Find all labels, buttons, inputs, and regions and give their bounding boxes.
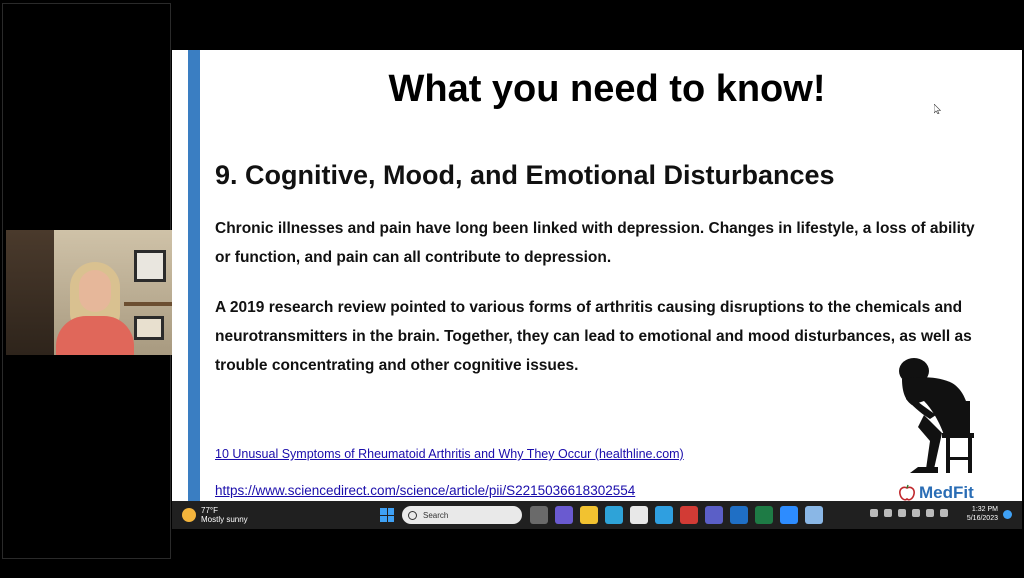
file-explorer-icon[interactable] — [580, 506, 598, 524]
depressed-person-icon — [884, 353, 984, 475]
sun-icon — [182, 508, 196, 522]
network-icon[interactable] — [912, 509, 920, 517]
system-tray — [870, 509, 948, 517]
microphone-icon[interactable] — [898, 509, 906, 517]
apple-logo-icon — [898, 484, 916, 501]
zoom-icon[interactable] — [780, 506, 798, 524]
pinned-apps — [530, 506, 823, 524]
slide-paragraph: Chronic illnesses and pain have long been linked with depression. Changes in lifestyle, a loss of ability or function, and pain can all contribute to depression. — [215, 220, 975, 266]
security-icon[interactable] — [680, 506, 698, 524]
windows-taskbar — [172, 501, 1022, 529]
teams-work-icon[interactable] — [705, 506, 723, 524]
battery-icon[interactable] — [940, 509, 948, 517]
start-button[interactable] — [380, 508, 394, 522]
slide-paragraph: A 2019 research review pointed to various forms of arthritis causing disruptions to the chemicals and neurotransmitters in the brain. Together, they can lead to emotional and mood disturbances, as well as trouble concentrating and other cognitive issues. — [215, 299, 972, 374]
photo-frame — [134, 316, 164, 340]
notification-icon[interactable] — [1003, 510, 1012, 519]
slide-title: What you need to know! — [388, 68, 826, 110]
shelf — [124, 302, 173, 306]
sciencedirect-link[interactable]: https://www.sciencedirect.com/science/article/pii/S2215036618302554 — [215, 483, 636, 498]
taskbar-clock[interactable] — [966, 505, 998, 523]
slide-accent-bar — [188, 50, 200, 501]
mouse-cursor-icon — [934, 104, 941, 114]
excel-icon[interactable] — [755, 506, 773, 524]
weather-description: Mostly sunny — [201, 515, 248, 524]
cloud-icon[interactable] — [884, 509, 892, 517]
webcam-tile — [2, 3, 171, 559]
clock-time: 1:32 PM — [971, 506, 998, 513]
webcam-video — [6, 230, 173, 355]
maps-icon[interactable] — [655, 506, 673, 524]
wall-frame — [134, 250, 166, 282]
presenter-body — [56, 316, 134, 355]
edge-icon[interactable] — [605, 506, 623, 524]
chevron-up-icon[interactable] — [870, 509, 878, 517]
widgets-icon[interactable] — [530, 506, 548, 524]
search-placeholder: Search — [423, 510, 449, 520]
presenter-face — [79, 270, 111, 312]
snowflake-icon[interactable] — [805, 506, 823, 524]
weather-temperature: 77°F — [201, 506, 218, 515]
search-icon — [408, 511, 417, 520]
outlook-icon[interactable] — [730, 506, 748, 524]
clock-date: 5/16/2023 — [966, 515, 998, 522]
store-icon[interactable] — [630, 506, 648, 524]
healthline-link[interactable]: 10 Unusual Symptoms of Rheumatoid Arthritis and Why They Occur (healthline.com) — [215, 447, 684, 461]
stone-wall — [6, 230, 54, 355]
taskbar-search[interactable] — [402, 506, 522, 524]
medfit-logo — [898, 482, 974, 501]
volume-icon[interactable] — [926, 509, 934, 517]
medfit-logo-text: MedFit — [919, 483, 974, 501]
teams-icon[interactable] — [555, 506, 573, 524]
weather-widget[interactable] — [182, 506, 248, 524]
slide-heading: 9. Cognitive, Mood, and Emotional Disturbances — [215, 160, 835, 190]
presentation-slide — [172, 50, 1022, 501]
